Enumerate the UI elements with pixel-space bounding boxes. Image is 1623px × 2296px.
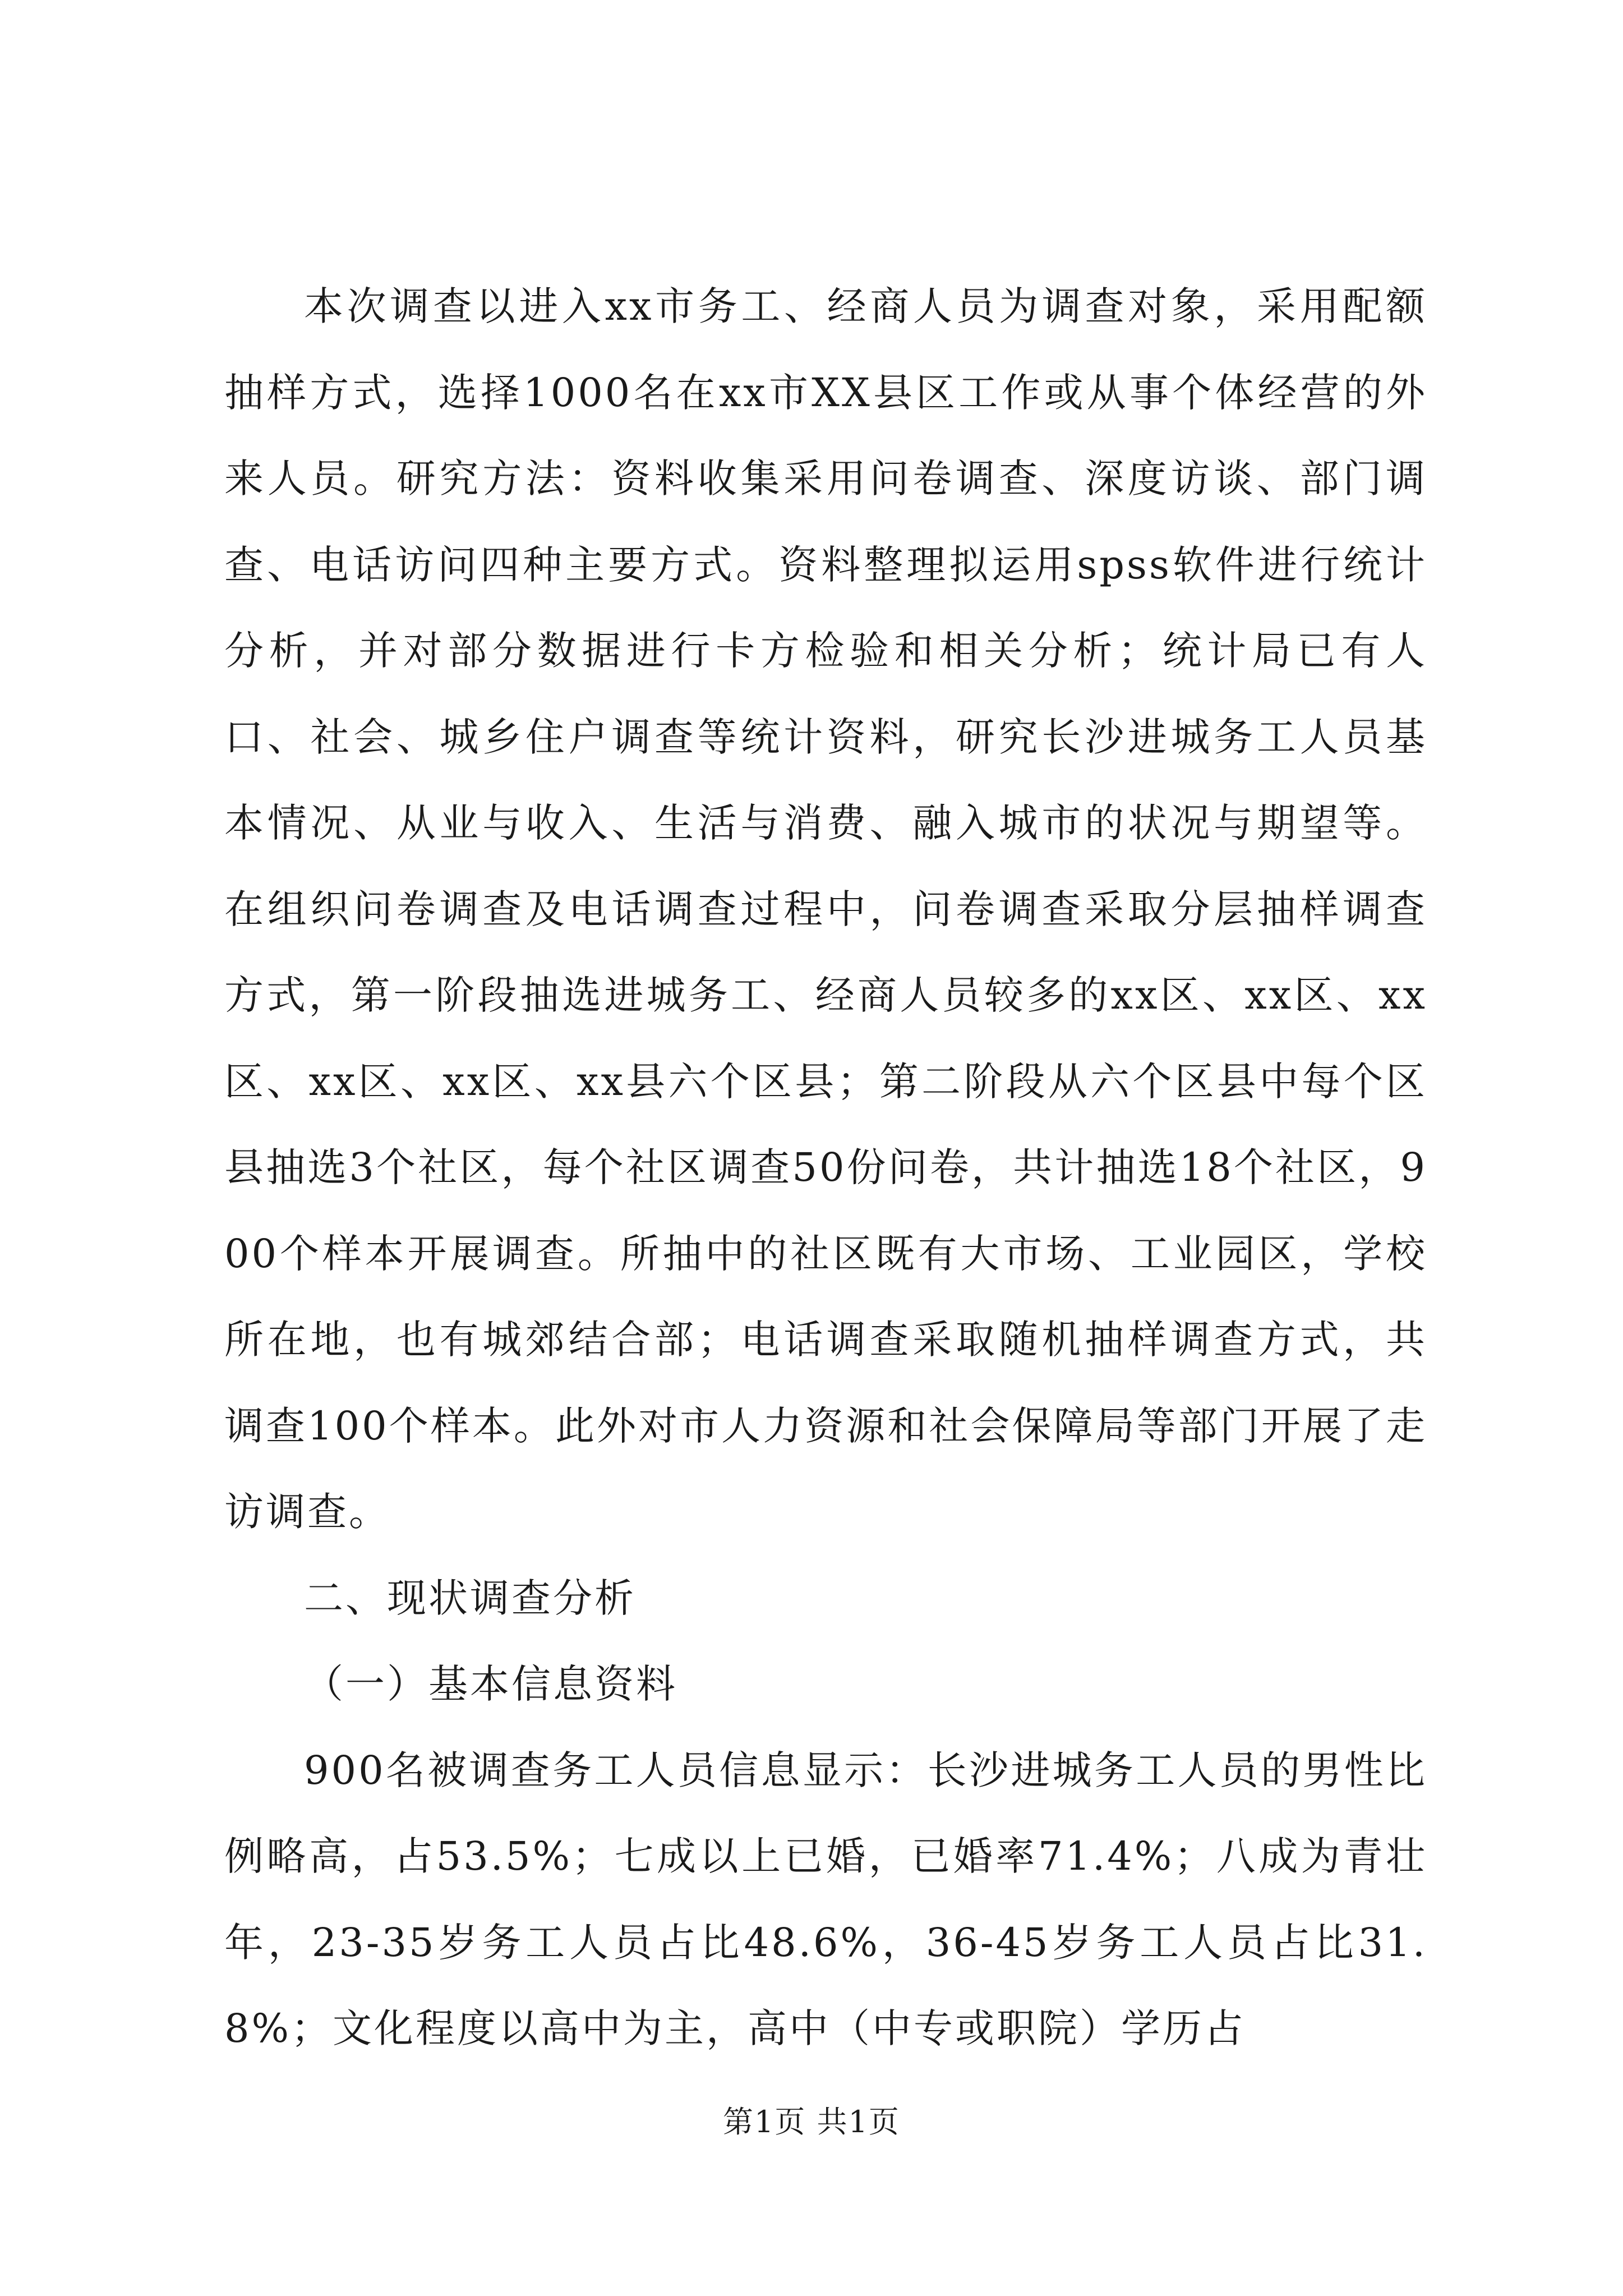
paragraph-basic-info: 900名被调查务工人员信息显示：长沙进城务工人员的男性比例略高，占53.5%；七成以上已婚，已婚率71.4%；八成为青壮年，23-35岁务工人员占比48.6%，36-45岁务工人员占比31.8%；文化程度以高中为主，高中（中专或职院）学历占 bbox=[224, 1747, 1427, 2051]
section-heading: 二、现状调查分析 bbox=[304, 1575, 636, 1621]
subsection-heading: （一）基本信息资料 bbox=[304, 1661, 677, 1707]
document-body bbox=[224, 264, 1427, 2072]
page-footer: 第1页 共1页 bbox=[723, 2104, 900, 2139]
paragraph-survey-method: 本次调查以进入xx市务工、经商人员为调查对象，采用配额抽样方式，选择1000名在xx市XX县区工作或从事个体经营的外来人员。研究方法：资料收集采用问卷调查、深度访谈、部门调查、电话访问四种主要方式。资料整理拟运用spss软件进行统计分析，并对部分数据进行卡方检验和相关分析；统计局已有人口、社会、城乡住户调查等统计资料，研究长沙进城务工人员基本情况、从业与收入、生活与消费、融入城市的状况与期望等。在组织问卷调查及电话调查过程中，问卷调查采取分层抽样调查方式，第一阶段抽选进城务工、经商人员较多的xx区、xx区、xx区、xx区、xx区、xx县六个区县；第二阶段从六个区县中每个区县抽选3个社区，每个社区调查50份问卷，共计抽选18个社区，900个样本开展调查。所抽中的社区既有大市场、工业园区，学校所在地，也有城郊结合部；电话调查采取随机抽样调查方式，共调查100个样本。此外对市人力资源和社会保障局等部门开展了走访调查。 bbox=[224, 283, 1427, 1535]
